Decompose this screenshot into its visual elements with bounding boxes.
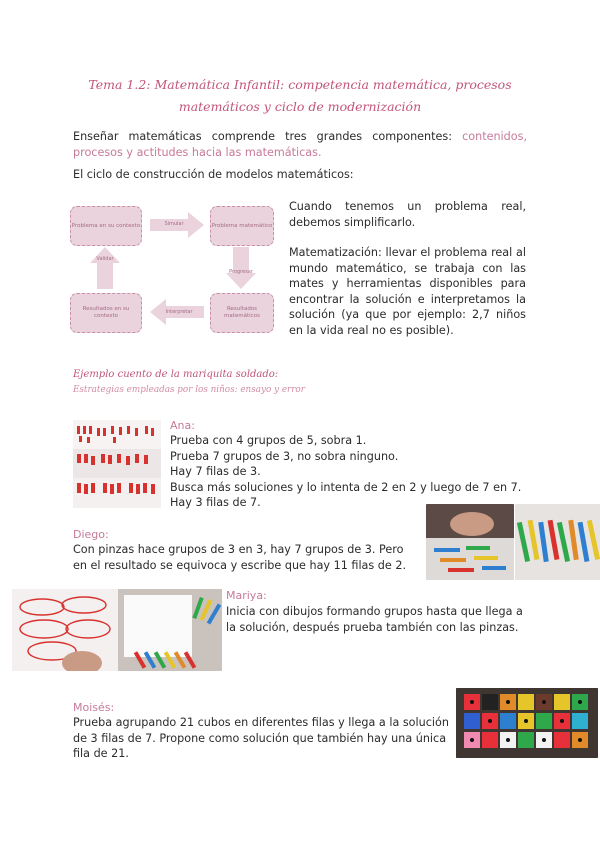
ana-name: Ana: (170, 419, 195, 432)
ana-text (170, 433, 530, 511)
diagram-box-context-results: Resultados en su contexto (70, 293, 142, 333)
arrow-right-label: Simular (164, 221, 184, 227)
moises-text: Prueba agrupando 21 cubos en diferentes filas y llega a la solución de 3 filas de 7. Propone como solución que también hay una única fila de 21. (73, 716, 449, 760)
diagram-box-math-problem: Problema matemático (210, 206, 274, 246)
page-title: Tema 1.2: Matemática Infantil: competencia matemática, procesos matemáticos y ciclo de modernización (88, 77, 512, 114)
arrow-left-label: Interpretar (165, 309, 193, 315)
paper-and-pegs-drawing (118, 589, 222, 671)
ana-line: Hay 3 filas de 7. (170, 496, 261, 509)
intro-paragraph (73, 129, 527, 160)
mariya-name: Mariya: (226, 589, 267, 602)
ana-line: Prueba con 4 grupos de 5, sobra 1. (170, 434, 367, 447)
mariya-pegs-image (118, 589, 222, 671)
intro-text: Enseñar matemáticas comprende tres grandes componentes: (73, 130, 463, 143)
red-marks-drawing (73, 420, 161, 508)
ana-line: Busca más soluciones y lo intenta de 2 en 2 y luego de 7 en 7. (170, 480, 522, 494)
arrow-down-label: Progresar (229, 269, 253, 275)
ana-line: Hay 7 filas de 3. (170, 465, 261, 478)
diagram-box-context-problem: Problema en su contexto (70, 206, 142, 246)
example-subheading: Estrategias empleadas por los niños: ensayo y error (73, 385, 305, 395)
arrow-down-icon (226, 247, 256, 289)
diego-pegs-image (515, 504, 600, 580)
cycle-text-simplify: Cuando tenemos un problema real, debemos simplificarlo. (289, 200, 526, 229)
cycle-text-mathematization: Matematización: llevar el problema real al mundo matemático, se trabaja con las mates y herramientas disponibles para encontrar la solución e interpretamos la solución (ya que por ejemplo: 2,7 niños en la vida real no es posible). (289, 246, 526, 337)
arrow-up-label: Validar (96, 256, 114, 262)
pegs-photo-drawing (426, 504, 514, 580)
pegs-row-drawing (515, 504, 600, 580)
arrow-up-icon (90, 247, 120, 289)
circled-groups-drawing (12, 589, 118, 671)
cycle-heading: El ciclo de construcción de modelos matemáticos: (73, 168, 354, 181)
diagram-box-math-results: Resultados matemáticos (210, 293, 274, 333)
ana-line: Prueba 7 grupos de 3, no sobra ninguno. (170, 449, 399, 463)
diego-name: Diego: (73, 528, 109, 541)
moises-cubes-image (456, 688, 598, 758)
modeling-cycle-diagram (70, 200, 273, 335)
diego-text: Con pinzas hace grupos de 3 en 3, hay 7 grupos de 3. Pero en el resultado se equivoca y escribe que hay 11 filas de 2. (73, 543, 407, 572)
mariya-drawing-image (12, 589, 118, 671)
diego-hands-image (426, 504, 514, 580)
colored-cubes-drawing (456, 688, 598, 758)
example-heading: Ejemplo cuento de la mariquita soldado: (73, 369, 279, 380)
intro-highlight: contenidos, procesos y actitudes hacia las matemáticas. (73, 130, 527, 159)
ana-worksheet-image (73, 420, 161, 508)
moises-name: Moisés: (73, 701, 115, 714)
mariya-text: Inicia con dibujos formando grupos hasta que llega a la solución, después prueba también con las pinzas. (226, 605, 523, 634)
